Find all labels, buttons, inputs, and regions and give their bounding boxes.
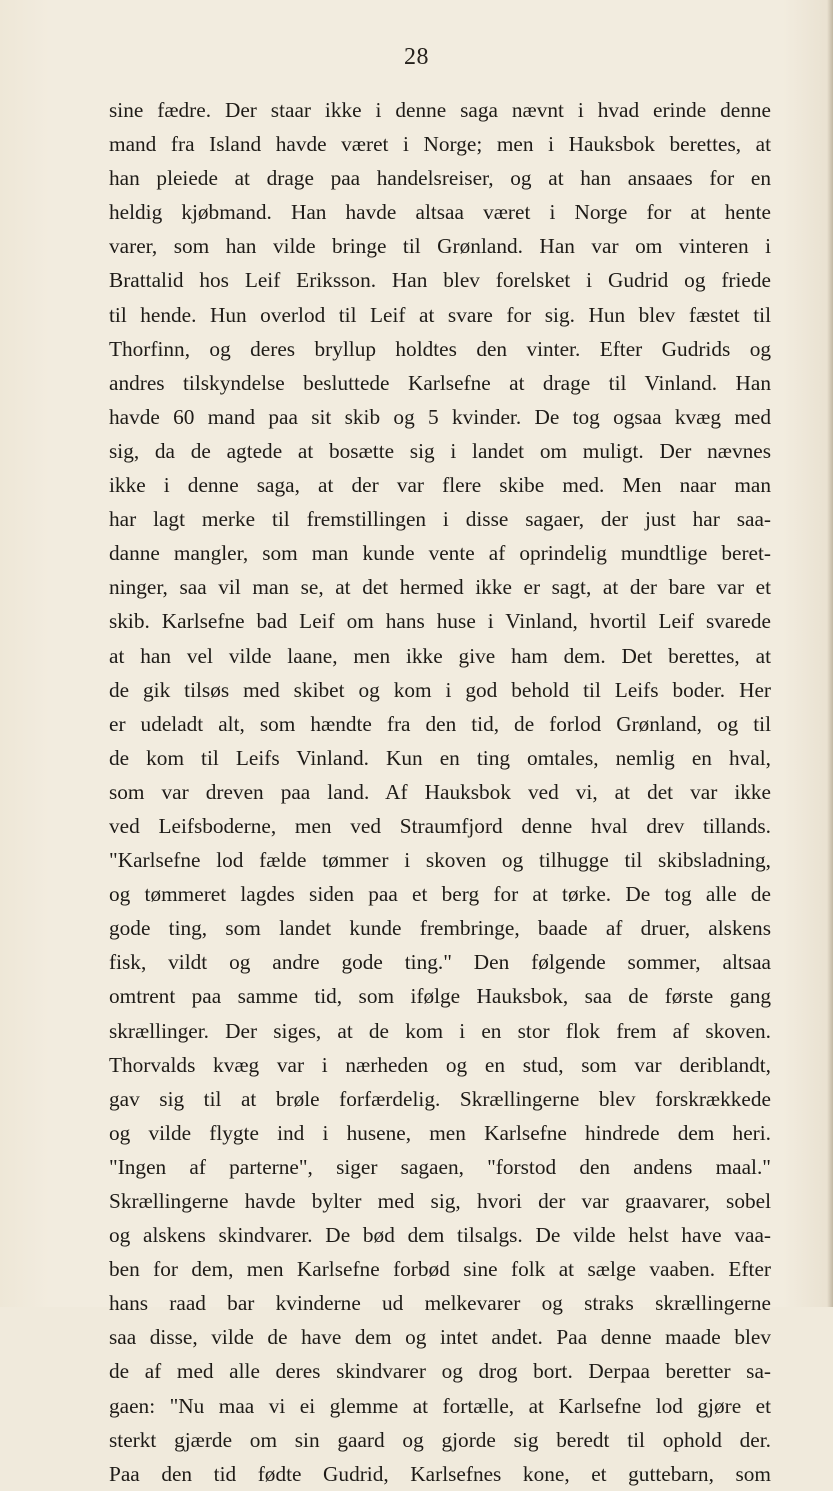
text-line-4: heldig kjøbmand. Han havde altsaa været i Norge for at hente [109, 200, 771, 225]
text-line-21: som var dreven paa land. Af Hauksbok ved vi, at det var ikke [109, 779, 771, 804]
text-line-35: ben for dem, men Karlsefne forbød sine folk at sælge vaaben. Efter [109, 1257, 771, 1282]
text-line-30: gav sig til at brøle forfærdelig. Skrællingerne blev forskrækkede [109, 1086, 771, 1111]
text-line-19: er udeladt alt, som hændte fra den tid, de forlod Grønland, og til [109, 711, 771, 736]
text-line-24: og tømmeret lagdes siden paa et berg for at tørke. De tog alle de [109, 882, 771, 907]
text-line-41: Paa den tid fødte Gudrid, Karlsefnes kone, et guttebarn, som [109, 1461, 771, 1486]
text-line-17: at han vel vilde laane, men ikke give ham dem. Det berettes, at [109, 643, 771, 668]
text-line-14: danne mangler, som man kunde vente af oprindelig mundtlige beret- [109, 541, 771, 566]
text-line-15: ninger, saa vil man se, at det hermed ikke er sagt, at der bare var et [109, 575, 771, 600]
text-line-20: de kom til Leifs Vinland. Kun en ting omtales, nemlig en hval, [109, 745, 771, 770]
text-line-2: mand fra Island havde været i Norge; men i Hauksbok berettes, at [109, 132, 771, 157]
text-line-23: "Karlsefne lod fælde tømmer i skoven og tilhugge til skibsladning, [109, 848, 771, 873]
text-line-16: skib. Karlsefne bad Leif om hans huse i Vinland, hvortil Leif svarede [109, 609, 771, 634]
text-line-11: sig, da de agtede at bosætte sig i landet om muligt. Der nævnes [109, 438, 771, 463]
text-line-38: de af med alle deres skindvarer og drog bort. Derpaa beretter sa- [109, 1359, 771, 1384]
body-text [109, 93, 771, 1491]
text-line-27: omtrent paa samme tid, som ifølge Hauksbok, saa de første gang [109, 984, 771, 1009]
text-line-13: har lagt merke til fremstillingen i disse sagaer, der just har saa- [109, 507, 771, 532]
text-line-6: Brattalid hos Leif Eriksson. Han blev forelsket i Gudrid og friede [109, 268, 771, 293]
text-line-25: gode ting, som landet kunde frembringe, baade af druer, alskens [109, 916, 771, 941]
text-line-18: de gik tilsøs med skibet og kom i god behold til Leifs boder. Her [109, 677, 771, 702]
text-line-31: og vilde flygte ind i husene, men Karlsefne hindrede dem heri. [109, 1120, 771, 1145]
text-line-39: gaen: "Nu maa vi ei glemme at fortælle, at Karlsefne lod gjøre et [109, 1393, 771, 1418]
text-line-26: fisk, vildt og andre gode ting." Den følgende sommer, altsaa [109, 950, 771, 975]
text-line-28: skrællinger. Der siges, at de kom i en stor flok frem af skoven. [109, 1018, 771, 1043]
text-line-22: ved Leifsboderne, men ved Straumfjord denne hval drev tillands. [109, 813, 771, 838]
text-line-3: han pleiede at drage paa handelsreiser, og at han ansaaes for en [109, 166, 771, 191]
text-line-7: til hende. Hun overlod til Leif at svare for sig. Hun blev fæstet til [109, 302, 771, 327]
text-line-9: andres tilskyndelse besluttede Karlsefne at drage til Vinland. Han [109, 370, 771, 395]
page-edge-shadow [827, 0, 833, 1307]
text-line-32: "Ingen af parterne", siger sagaen, "forstod den andens maal." [109, 1154, 771, 1179]
text-line-29: Thorvalds kvæg var i nærheden og en stud, som var deriblandt, [109, 1052, 771, 1077]
text-line-12: ikke i denne saga, at der var flere skibe med. Men naar man [109, 473, 771, 498]
text-line-36: hans raad bar kvinderne ud melkevarer og straks skrællingerne [109, 1291, 771, 1316]
text-line-1: sine fædre. Der staar ikke i denne saga nævnt i hvad erinde denne [109, 98, 771, 122]
text-line-10: havde 60 mand paa sit skib og 5 kvinder. De tog ogsaa kvæg med [109, 404, 771, 429]
text-line-40: sterkt gjærde om sin gaard og gjorde sig beredt til ophold der. [109, 1427, 771, 1452]
text-line-8: Thorfinn, og deres bryllup holdtes den vinter. Efter Gudrids og [109, 336, 771, 361]
page-number: 28 [404, 44, 429, 70]
text-line-33: Skrællingerne havde bylter med sig, hvori der var graavarer, sobel [109, 1189, 771, 1213]
text-line-5: varer, som han vilde bringe til Grønland. Han var om vinteren i [109, 234, 771, 259]
text-line-34: og alskens skindvarer. De bød dem tilsalgs. De vilde helst have vaa- [109, 1223, 771, 1248]
text-line-37: saa disse, vilde de have dem og intet andet. Paa denne maade blev [109, 1325, 771, 1350]
